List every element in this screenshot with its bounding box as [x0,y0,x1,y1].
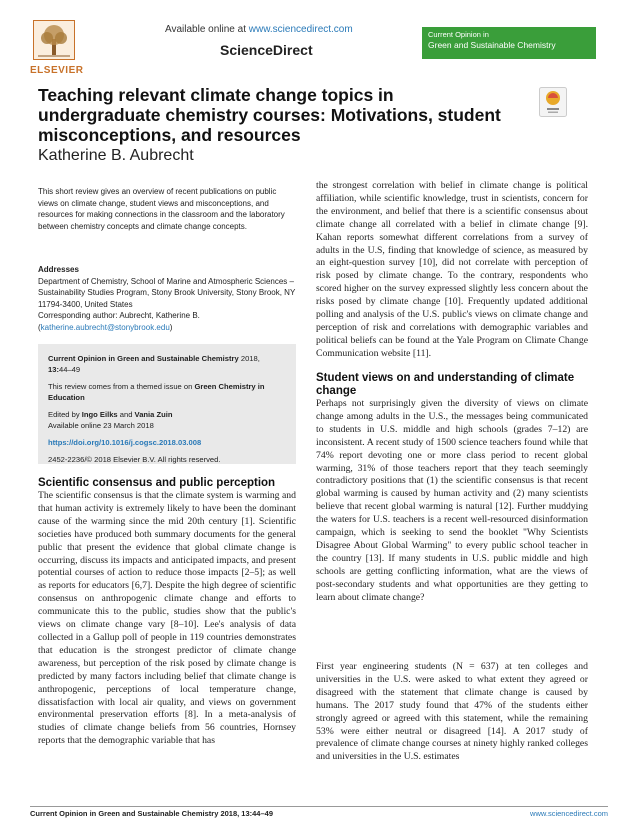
copyright: 2452-2236/© 2018 Elsevier B.V. All rights reserved. [48,455,221,464]
elsevier-tree-logo [33,20,75,60]
sciencedirect-wordmark: ScienceDirect [220,42,313,58]
citation-journal: Current Opinion in Green and Sustainable Chemistry [48,354,239,363]
corresponding-email-link[interactable]: katherine.aubrecht@stonybrook.edu [40,322,170,332]
check-for-updates-icon[interactable] [539,87,567,117]
editors [48,409,286,431]
publisher-name: ELSEVIER [30,65,84,76]
journal-line2: Green and Sustainable Chemistry [428,40,556,51]
article-title: Teaching relevant climate change topics in undergraduate chemistry courses: Motivations, student misconceptions, and resources [38,85,501,145]
footer-citation: Current Opinion in Green and Sustainable Chemistry 2018, 13:44–49 [30,809,273,818]
page-footer [30,806,608,818]
corresponding-suffix: ) [169,322,173,332]
doi-row [48,437,286,448]
right-paragraph-2: Perhaps not surprisingly given the diversity of views on climate change among adults in the U.S., the messages being communicated to students in U.S. middle and high schools (grades 7–12) are inconsistent. A recent study of 1500 science teachers found while that 74% report devoting one or more class period to recent global warming, 31% of those teachers report that they teach seemingly contradictory positions that (1) the scientific consensus is that recent global warming is caused by human activity and (2) many scientists believe that recent global warming is natural [12]. Further muddying the waters for U.S. teachers is a recent well-resourced disinformation campaign, which is seeking to send the booklet "Why Scientists Disagree About Global Warming" to every public school teacher in the country [13]. If many students in U.S. public middle and high schools are getting conflicting information, what are the views of post-secondary students and what opportunities are they getting to learn about climate change? [316,398,588,603]
doi-link[interactable]: https://doi.org/10.1016/j.cogsc.2018.03.008 [48,438,202,447]
issue-text: This review comes from a themed issue on [48,382,195,391]
corresponding-author [38,310,296,333]
addresses-label: Addresses [38,265,79,274]
journal-line1: Current Opinion in [428,30,489,39]
section-heading-student-views: Student views on and understanding of climate change [316,372,575,397]
abstract: This short review gives an overview of recent publications on public views on climate change, student views and misconceptions, and resources for making connections in the classroom and the laboratory between chemistry concepts and climate change concepts. [38,187,285,231]
journal-banner [422,27,596,59]
edited-prefix: Edited by [48,410,82,419]
citation-year: 2018, [238,354,260,363]
citation-pages: 44–49 [58,365,81,374]
citation-line [48,353,286,375]
citation-volume: 13: [48,365,59,374]
themed-issue [48,381,286,403]
addresses-text: Department of Chemistry, School of Marine and Atmospheric Sciences – Sustainability Studies Program, Stony Brook University, Stony Brook, NY 11794-3400, United States [38,276,296,309]
footer-link[interactable]: www.sciencedirect.com [530,809,608,818]
issue-theme: Green Chemistry in Education [48,382,265,402]
editors-and: and [117,410,135,419]
available-prefix: Available online at [165,24,246,35]
sciencedirect-link[interactable]: www.sciencedirect.com [248,24,353,35]
corresponding-prefix: Corresponding author: Aubrecht, Katherine B. ( [38,311,200,332]
addresses-block [38,264,296,310]
editor-2: Vania Zuin [134,410,173,419]
right-paragraph-1: the strongest correlation with belief in climate change is political affiliation, while scientific knowledge, trust in scientists, concern for the environment, and belief that there is a scientific consensus about climate change all correlated with a belief in climate change [9]. Kahan reports somewhat different correlations from a survey of adults in the U.S, finding that knowledge of science, as measured by an eight-question survey [10], did not correlate with perception of risk posed by climate change. To the contrary, respondents who scored higher on the survey expressed slightly less concern about the risks posed by climate change [10]. Frequently updated additional polling and analysis of the U.S. public's views on climate change and perception of risk and correlations with demographic variables and political beliefs can be found at the Yale Program on Climate Change Communication website [11]. [316,180,588,359]
article-info-box [38,344,296,464]
available-online [165,24,353,35]
article-author: Katherine B. Aubrecht [38,147,194,164]
section-heading-consensus: Scientific consensus and public perception [38,477,276,489]
editor-1: Ingo Eilks [81,410,118,419]
section-body-consensus: The scientific consensus is that the climate system is warming and that human activity is extremely likely to have been the dominant cause of the warming since the mid 20th century [1]. Scientific societies have produced both summary documents for the general public that present the evidence that global climate change is occurring, discuss its impacts and anticipated impacts, and present potential courses of action to reduce those impacts [2–5]; as well as reports for educators [6,7]. Despite the high degree of scientific consensus on anthropogenic climate change and efforts to communicate this to the public, studies show that the public's views on climate change vary [8–10]. Lee's analysis of data collected in a Gallup poll of people in 119 countries demonstrates that education is the strongest predictor of climate change awareness, but perception of the risk posed by climate change is predicted by many factors including belief that climate change is anthropogenic, perceptions of local temperature change, dissatisfaction with local air quality, and views on government environmental preservation efforts [8]. In a meta-analysis of studies of climate change beliefs from 56 countries, Hornsey reports that the demographic variable that has [38,490,296,747]
right-paragraph-3: First year engineering students (N = 637) at ten colleges and universities in the U.S. were asked to what extent they agreed or disagreed with the statement that climate change is caused by humans. The 2017 study found that 47% of the students either strongly agreed or agreed with this statement, while the remaining 53% were either neutral or disagreed [14]. A 2017 study of prevalence of climate change courses at ninety highly ranked colleges and universities in the U.S. estimates [316,661,588,763]
available-date: Available online 23 March 2018 [48,421,154,430]
